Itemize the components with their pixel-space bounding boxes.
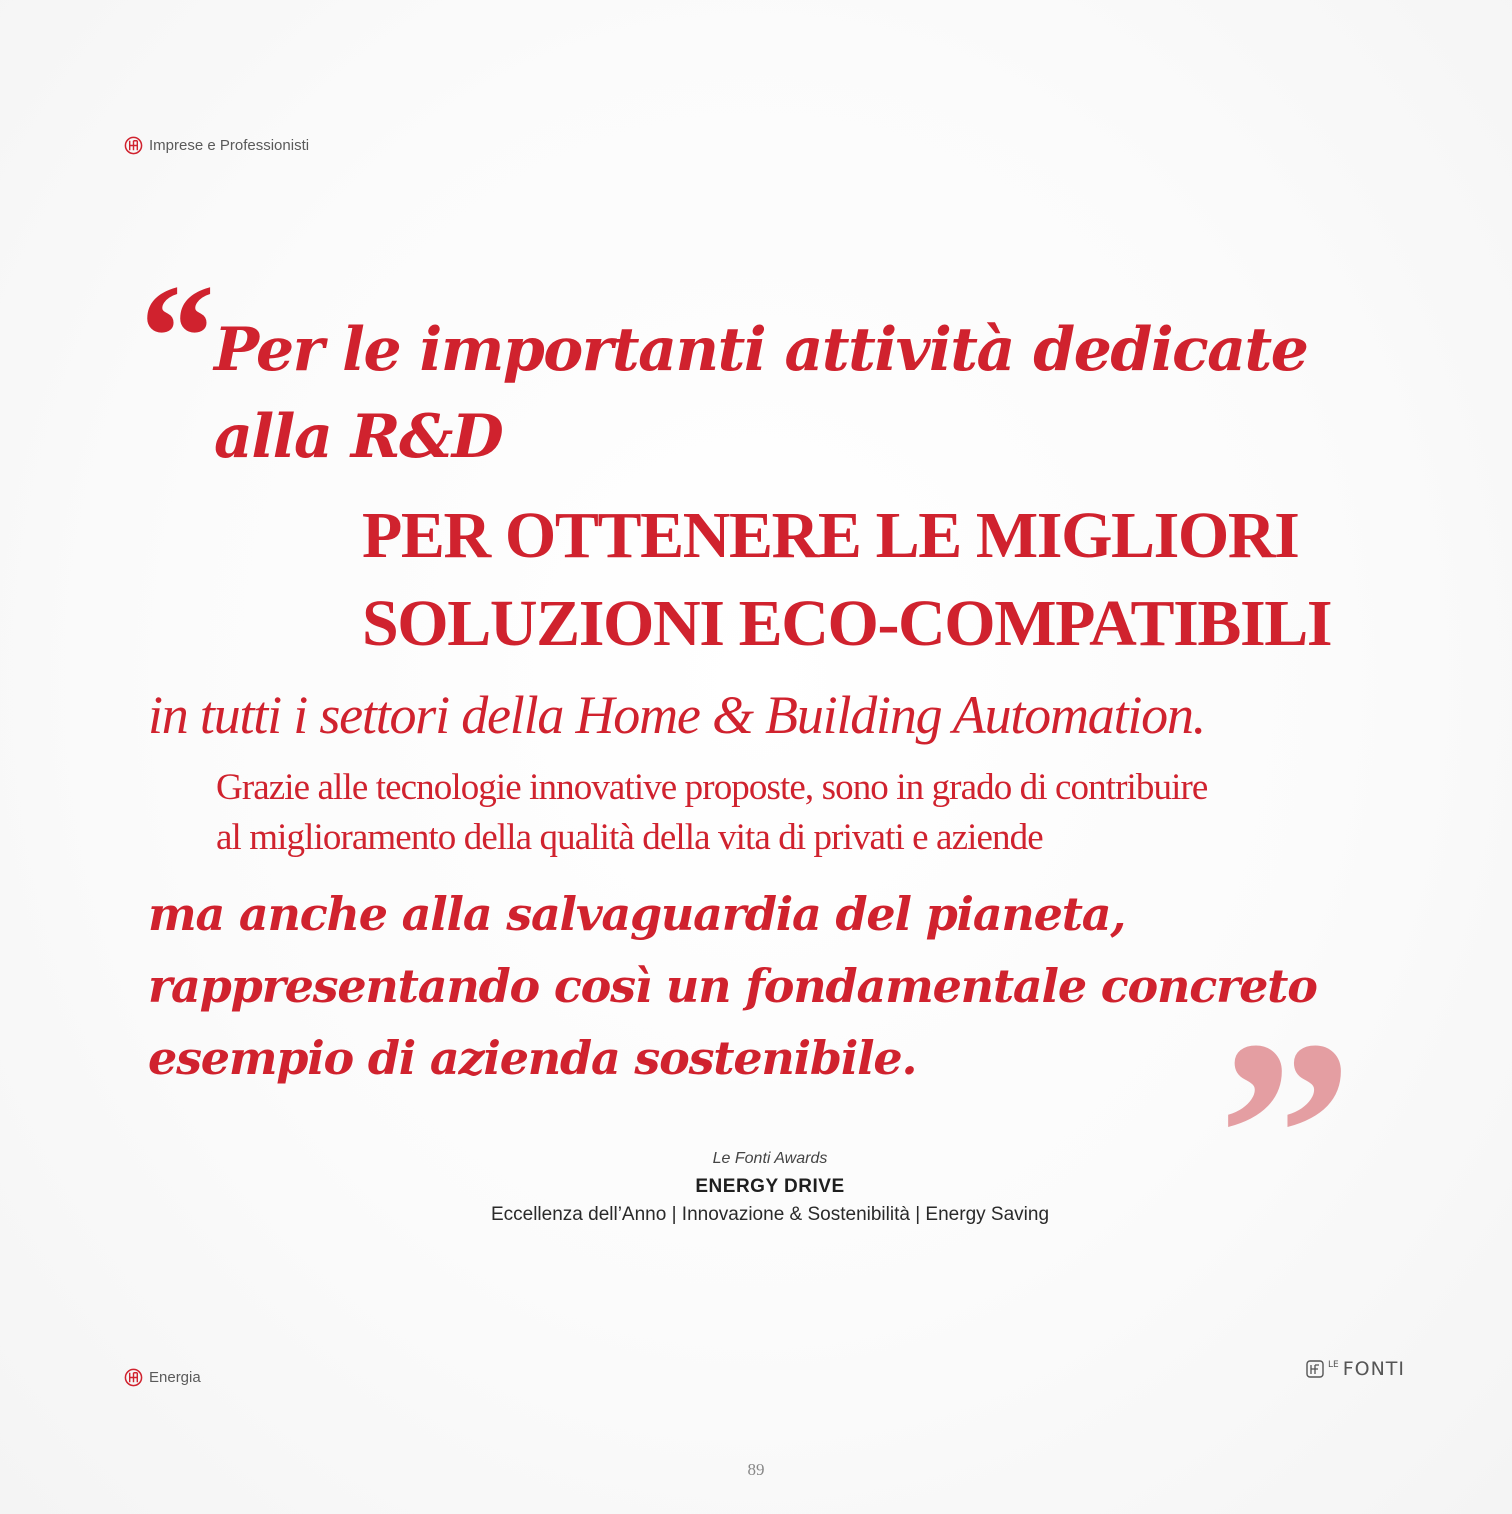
brand-logo — [1306, 1358, 1405, 1380]
brand-le: LE — [1328, 1360, 1339, 1370]
quote-line-8: ma anche alla salvaguardia del pianeta, — [148, 887, 1126, 941]
attribution-awards: Eccellenza dell’Anno | Innovazione & Sostenibilità | Energy Saving — [490, 1204, 1050, 1225]
footer-section-text: Energia — [149, 1369, 201, 1386]
attribution-company: ENERGY DRIVE — [695, 1176, 845, 1197]
quote-line-10: esempio di azienda sostenibile. — [148, 1031, 917, 1085]
header-section-label — [124, 136, 309, 155]
le-fonti-mark-icon — [124, 136, 143, 155]
quote-line-4: SOLUZIONI ECO-COMPATIBILI — [362, 587, 1332, 660]
le-fonti-mark-icon — [124, 1368, 143, 1387]
quote-line-7: al miglioramento della qualità della vita di privati e aziende — [216, 817, 1043, 858]
attribution-source: Le Fonti Awards — [712, 1150, 828, 1167]
page-number: 89 — [747, 1460, 765, 1479]
le-fonti-logo-icon — [1306, 1359, 1324, 1379]
quote-line-9: rappresentando così un fondamentale concreto — [148, 959, 1317, 1013]
footer-section-label — [124, 1368, 201, 1387]
open-quote-mark: “ — [140, 254, 215, 420]
close-quote-mark: ” — [1218, 985, 1353, 1284]
quote-line-5: in tutti i settori della Home & Building Automation. — [148, 685, 1206, 745]
brand-fonti: FONTI — [1342, 1358, 1406, 1380]
quote-line-2: alla R&D — [214, 402, 503, 472]
quote-line-1: Per le importanti attività dedicate — [214, 315, 1308, 385]
header-section-text: Imprese e Professionisti — [149, 137, 310, 154]
quote-line-6: Grazie alle tecnologie innovative proposte, sono in grado di contribuire — [216, 767, 1208, 808]
quote-line-3: PER OTTENERE LE MIGLIORI — [362, 499, 1299, 572]
